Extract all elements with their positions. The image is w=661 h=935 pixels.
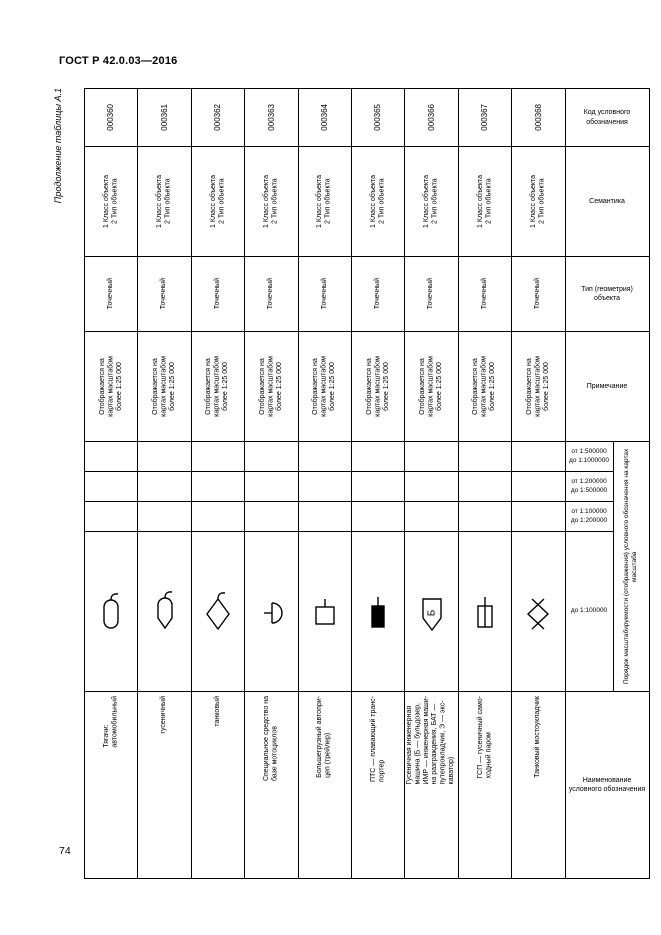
semantics-cell — [299, 147, 352, 257]
code-value: 000360 — [106, 104, 116, 131]
scale-range-empty-cell — [245, 502, 298, 532]
column-header-scale-group-label: Порядок масштабируемости (отображения) условного обозначения на картах масштаба — [623, 448, 639, 685]
semantics-cell — [459, 147, 512, 257]
symbol-heavy-trailer — [305, 584, 345, 640]
scale-range-label: до 1:100000 — [570, 607, 608, 615]
name-cell — [352, 692, 405, 879]
note-value: Отображается на картах масштабом более 1:25 000 — [152, 356, 176, 417]
name-value: гусеничный — [160, 696, 168, 734]
code-value: 000363 — [266, 104, 276, 131]
column-header-name — [566, 692, 650, 879]
scale-range-empty-cell — [512, 502, 565, 532]
code-value: 000362 — [213, 104, 223, 131]
column-header-scale-500k-1m — [566, 442, 614, 472]
name-value: Большегрузный автопри- цеп (трейлер) — [316, 696, 332, 778]
semantics-value: 1 Класс объекта 2 Тип объекта — [102, 175, 119, 228]
scale-range-label: от 1:500000 до 1:1000000 — [569, 448, 609, 464]
semantics-value: 1 Класс объекта 2 Тип объекта — [156, 175, 172, 228]
note-value: Отображается на картах масштабом более 1:25 000 — [205, 356, 230, 417]
scale-range-empty-cell — [459, 442, 512, 472]
table-caption-container — [50, 88, 66, 288]
symbol-cell — [512, 532, 565, 692]
scale-range-empty-cell — [85, 442, 138, 472]
note-value: Отображается на картах масштабом более 1:25 000 — [472, 356, 497, 417]
note-value: Отображается на картах масштабом более 1:25 000 — [258, 356, 283, 417]
type-value: Точечный — [107, 278, 114, 310]
scale-range-empty-cell — [245, 472, 298, 502]
semantics-value: 1 Класс объекта 2 Тип объекта — [529, 175, 546, 228]
note-cell — [459, 332, 512, 442]
column-header-code — [566, 89, 650, 147]
table-caption: Продолжение таблицы А.1 — [52, 88, 63, 204]
semantics-cell — [245, 147, 298, 257]
name-value: Тягачи: автомобильный — [102, 696, 119, 748]
type-cell — [512, 257, 565, 332]
scale-range-empty-cell — [512, 472, 565, 502]
scale-range-empty-cell — [352, 502, 405, 532]
semantics-value: 1 Класс объекта 2 Тип объекта — [476, 175, 492, 228]
semantics-cell — [512, 147, 565, 257]
code-value: 000366 — [426, 104, 436, 131]
column-header-scale-200k-500k — [566, 472, 614, 502]
semantics-value: 1 Класс объекта 2 Тип объекта — [209, 175, 225, 228]
scale-range-empty-cell — [138, 472, 191, 502]
code-cell — [245, 89, 298, 147]
symbol-cell — [405, 532, 458, 692]
scale-range-empty-cell — [299, 472, 352, 502]
symbol-gsp-self-propelled-ferry — [465, 584, 505, 640]
name-cell — [459, 692, 512, 879]
note-cell — [138, 332, 191, 442]
code-cell — [352, 89, 405, 147]
semantics-value: 1 Класс объекта 2 Тип объекта — [369, 175, 386, 228]
name-cell — [192, 692, 245, 879]
note-cell — [192, 332, 245, 442]
column-header-scale-up-to-100k — [566, 532, 614, 692]
semantics-value: 1 Класс объекта 2 Тип объекта — [423, 175, 439, 228]
symbol-cell — [245, 532, 298, 692]
name-value: Танковый мостоукладчик — [534, 696, 542, 778]
scale-range-empty-cell — [85, 502, 138, 532]
scale-range-empty-cell — [245, 442, 298, 472]
scale-range-empty-cell — [459, 472, 512, 502]
code-cell — [405, 89, 458, 147]
symbol-cell — [85, 532, 138, 692]
type-value: Точечный — [480, 278, 488, 310]
note-value: Отображается на картах масштабом более 1:25 000 — [525, 356, 550, 417]
type-value: Точечный — [213, 278, 221, 310]
note-cell — [352, 332, 405, 442]
type-value: Точечный — [160, 278, 168, 310]
page-number: 74 — [59, 845, 71, 857]
note-cell — [245, 332, 298, 442]
note-cell — [405, 332, 458, 442]
column-header-name-label: Наименование условного обозначения — [568, 776, 646, 793]
type-value: Точечный — [267, 278, 275, 310]
code-cell — [512, 89, 565, 147]
type-cell — [459, 257, 512, 332]
column-header-note — [566, 332, 650, 442]
name-cell — [405, 692, 458, 879]
name-cell — [138, 692, 191, 879]
type-value: Точечный — [373, 278, 381, 310]
scale-range-empty-cell — [352, 472, 405, 502]
note-cell — [299, 332, 352, 442]
symbol-cell — [459, 532, 512, 692]
symbol-tractor-tank — [198, 584, 238, 640]
column-header-code-label: Код условного обозначения — [583, 109, 631, 126]
note-cell — [512, 332, 565, 442]
symbol-pts-amphibious-transporter — [358, 584, 398, 640]
type-cell — [192, 257, 245, 332]
type-cell — [352, 257, 405, 332]
code-value: 000368 — [533, 104, 543, 131]
code-cell — [85, 89, 138, 147]
symbol-engineering-vehicle — [412, 584, 452, 640]
column-header-note-label: Примечание — [586, 382, 628, 390]
column-header-scale-group — [614, 442, 650, 692]
symbol-tractor-tracked — [145, 584, 185, 640]
name-value: Гусеничная инженерная машина (Б — бульдозер, ИМР — инженерная маши- на разграждения, БАТ — путепрокладчик, Э — экс- каватор) — [406, 696, 456, 785]
column-header-type — [566, 257, 650, 332]
name-cell — [85, 692, 138, 879]
symbol-letter: Б — [426, 609, 438, 616]
scale-range-empty-cell — [299, 502, 352, 532]
name-value: ПТС — плавающий транс- портер — [369, 696, 386, 783]
column-header-semantics-label: Семантика — [589, 197, 625, 205]
scale-range-empty-cell — [192, 502, 245, 532]
scale-range-label: от 1:200000 до 1:500000 — [570, 478, 608, 494]
semantics-cell — [85, 147, 138, 257]
code-value: 000364 — [319, 104, 329, 131]
scale-range-empty-cell — [192, 472, 245, 502]
code-cell — [138, 89, 191, 147]
symbol-cell — [299, 532, 352, 692]
symbol-tank-bridge-layer — [518, 584, 558, 640]
name-cell — [299, 692, 352, 879]
name-value: ГСП — гусеничный само- ходный паром — [476, 696, 492, 779]
name-cell — [512, 692, 565, 879]
symbol-cell — [192, 532, 245, 692]
scale-range-empty-cell — [405, 502, 458, 532]
code-cell — [299, 89, 352, 147]
name-cell — [245, 692, 298, 879]
scale-range-empty-cell — [352, 442, 405, 472]
column-header-semantics — [566, 147, 650, 257]
note-value: Отображается на картах масштабом более 1:25 000 — [98, 356, 123, 417]
type-cell — [245, 257, 298, 332]
standard-reference: ГОСТ Р 42.0.03—2016 — [59, 55, 178, 67]
note-value: Отображается на картах масштабом более 1:25 000 — [312, 356, 336, 417]
code-cell — [192, 89, 245, 147]
symbol-special-vehicle-motorcycle — [251, 584, 291, 640]
symbol-cell — [138, 532, 191, 692]
scale-range-empty-cell — [459, 502, 512, 532]
symbol-tractor-automobile — [91, 584, 131, 640]
semantics-cell — [138, 147, 191, 257]
type-value: Точечный — [320, 278, 328, 310]
code-value: 000365 — [373, 104, 383, 131]
name-value: танковый — [213, 696, 221, 727]
type-cell — [85, 257, 138, 332]
code-value: 000367 — [480, 104, 490, 131]
scale-range-empty-cell — [138, 442, 191, 472]
note-value: Отображается на картах масштабом более 1:25 000 — [418, 356, 443, 417]
scale-range-label: от 1:100000 до 1:200000 — [570, 508, 608, 524]
type-value: Точечный — [534, 278, 542, 310]
type-cell — [138, 257, 191, 332]
semantics-value: 1 Класс объекта 2 Тип объекта — [316, 175, 332, 228]
type-cell — [299, 257, 352, 332]
scale-range-empty-cell — [512, 442, 565, 472]
semantics-cell — [405, 147, 458, 257]
scale-range-empty-cell — [405, 472, 458, 502]
code-value: 000361 — [159, 104, 169, 131]
type-value: Точечный — [427, 278, 435, 310]
semantics-cell — [352, 147, 405, 257]
scale-range-empty-cell — [192, 442, 245, 472]
note-cell — [85, 332, 138, 442]
symbol-cell — [352, 532, 405, 692]
code-cell — [459, 89, 512, 147]
scale-range-empty-cell — [299, 442, 352, 472]
scale-range-empty-cell — [405, 442, 458, 472]
semantics-value: 1 Класс объекта 2 Тип объекта — [262, 175, 279, 228]
scale-range-empty-cell — [85, 472, 138, 502]
name-value: Специальное средство на базе мотоциклов — [262, 696, 279, 782]
column-header-type-label: Тип (геометрия) объекта — [581, 285, 633, 302]
table-grid — [84, 88, 650, 879]
scale-range-empty-cell — [138, 502, 191, 532]
type-cell — [405, 257, 458, 332]
note-value: Отображается на картах масштабом более 1:25 000 — [365, 356, 390, 417]
semantics-cell — [192, 147, 245, 257]
column-header-scale-100k-200k — [566, 502, 614, 532]
